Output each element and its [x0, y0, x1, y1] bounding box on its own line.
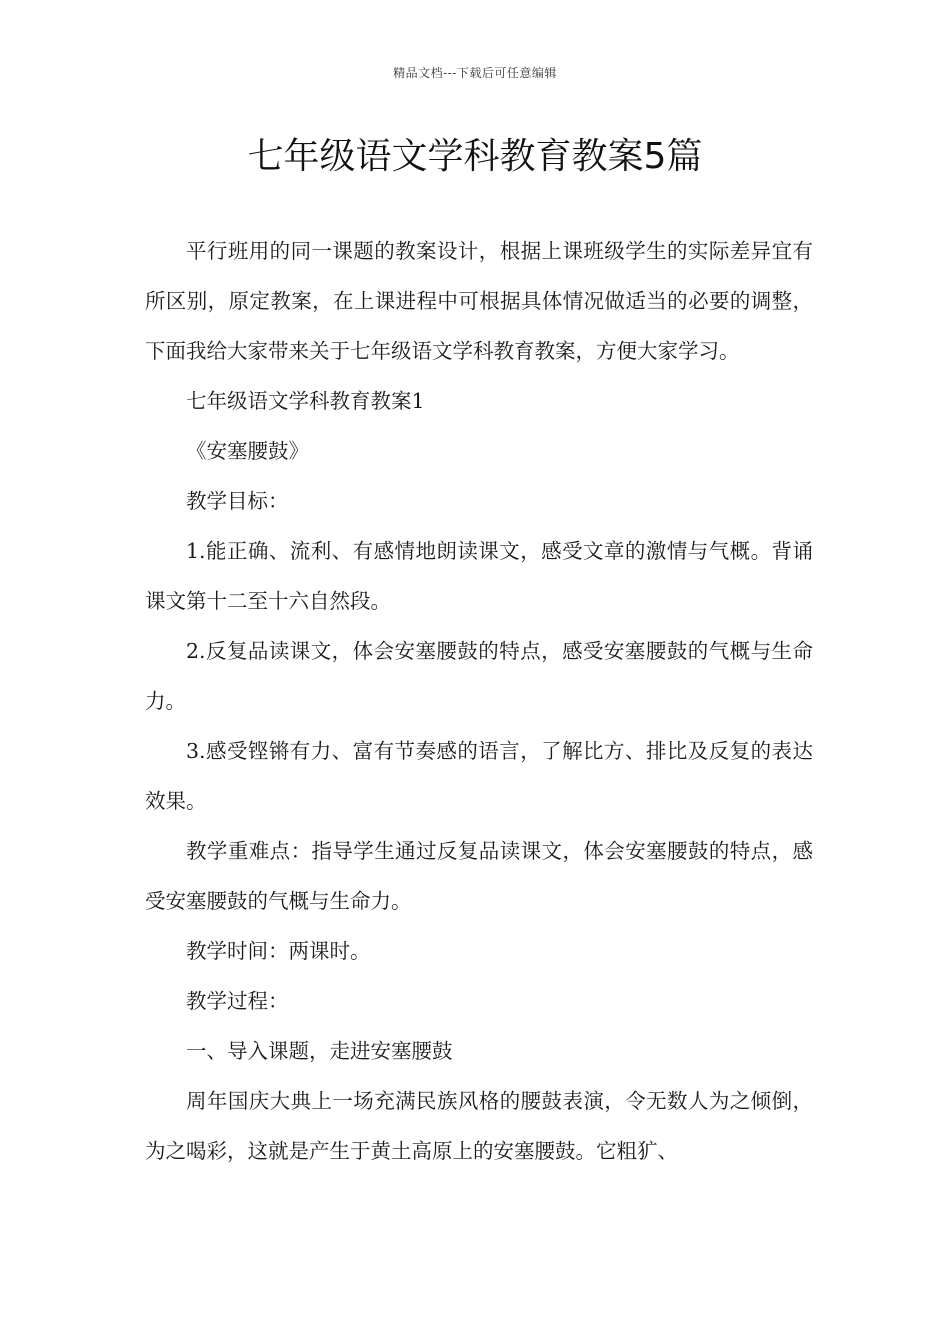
teaching-time: 教学时间：两课时。 — [186, 939, 371, 963]
paragraph-intro: 平行班用的同一课题的教案设计，根据上课班级学生的实际差异宜有所区别，原定教案，在上课进程中可根据具体情况做适当的必要的调整，下面我给大家带来关于七年级语文学科教育教案，方便大家学习。 — [145, 239, 813, 363]
objective-1: 1.能正确、流利、有感情地朗读课文，感受文章的激情与气概。背诵课文第十二至十六自然段。 — [145, 539, 813, 613]
objective-3: 3.感受铿锵有力、富有节奏感的语言，了解比方、排比及反复的表达效果。 — [145, 739, 813, 813]
section-heading: 七年级语文学科教育教案1 — [186, 389, 425, 413]
objectives-heading: 教学目标： — [186, 489, 289, 513]
objective-2: 2.反复品读课文，体会安塞腰鼓的特点，感受安塞腰鼓的气概与生命力。 — [145, 639, 813, 713]
process-heading: 教学过程： — [186, 989, 289, 1013]
document-body — [145, 226, 813, 1176]
paragraph-body: 周年国庆大典上一场充满民族风格的腰鼓表演，令无数人为之倾倒，为之喝彩，这就是产生于黄土高原上的安塞腰鼓。它粗犷、 — [145, 1089, 813, 1163]
lesson-title: 《安塞腰鼓》 — [186, 439, 309, 463]
key-difficulties: 教学重难点：指导学生通过反复品读课文，体会安塞腰鼓的特点，感受安塞腰鼓的气概与生命力。 — [145, 839, 813, 913]
step-1-heading: 一、导入课题，走进安塞腰鼓 — [186, 1039, 453, 1063]
header-note: 精品文档---下载后可任意编辑 — [393, 66, 557, 80]
document-title: 七年级语文学科教育教案5篇 — [247, 136, 703, 177]
